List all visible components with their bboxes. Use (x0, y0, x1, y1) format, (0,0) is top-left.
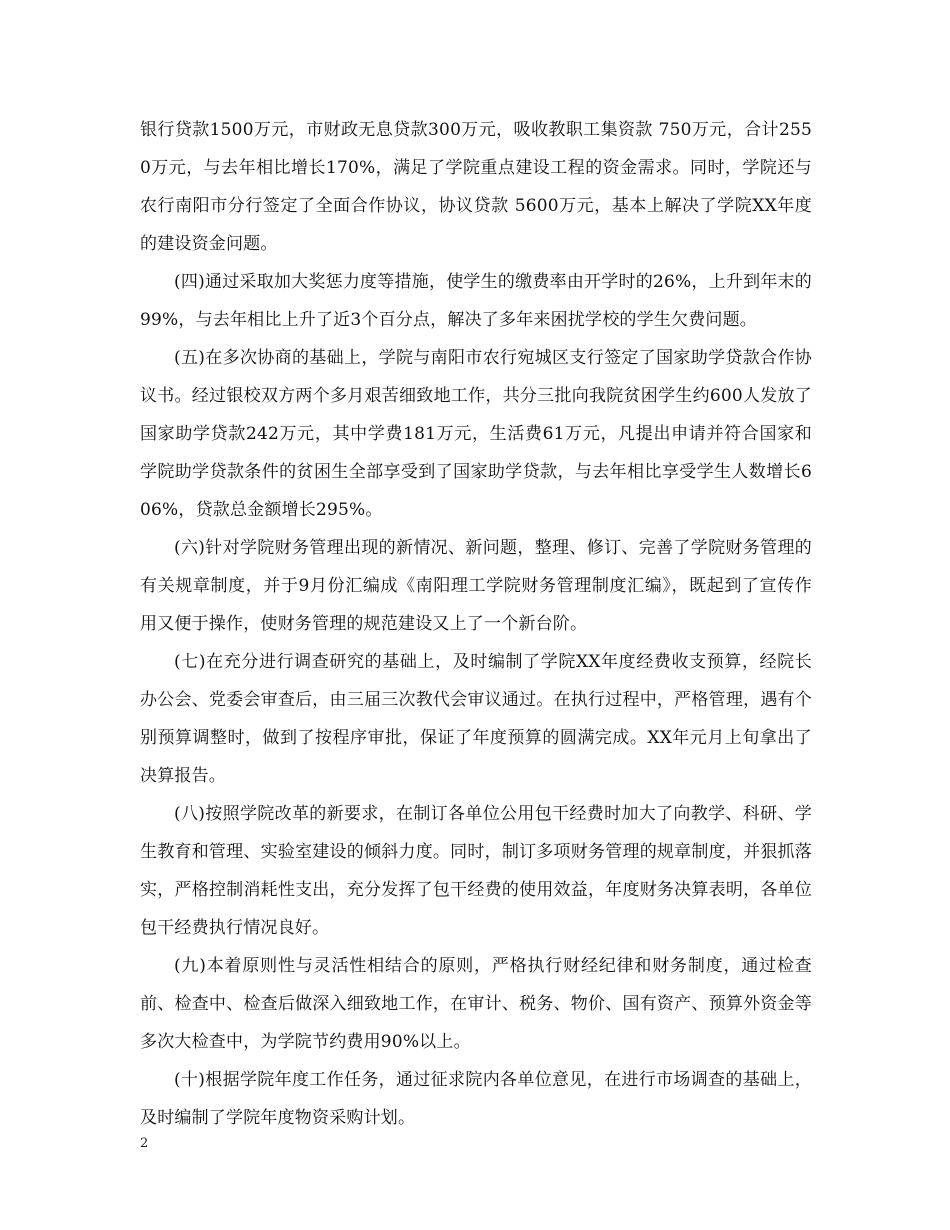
paragraph-item-7: (七)在充分进行调查研究的基础上，及时编制了学院XX年度经费收支预算，经院长办公会、党委会审查后，由三届三次教代会审议通过。在执行过程中，严格管理，遇有个别预算调整时，做到了按程序审批，保证了年度预算的圆满完成。XX年元月上旬拿出了决算报告。 (140, 652, 812, 786)
paragraph-item-10: (十)根据学院年度工作任务，通过征求院内各单位意见，在进行市场调查的基础上，及时编制了学院年度物资采购计划。 (140, 1070, 812, 1128)
paragraph-item-4: (四)通过采取加大奖惩力度等措施，使学生的缴费率由开学时的26%，上升到年末的99%，与去年相比上升了近3个百分点，解决了多年来困扰学校的学生欠费问题。 (140, 272, 812, 330)
document-body (140, 111, 812, 1137)
paragraph-item-6: (六)针对学院财务管理出现的新情况、新问题，整理、修订、完善了学院财务管理的有关规章制度，并于9月份汇编成《南阳理工学院财务管理制度汇编》，既起到了宣传作用又便于操作，使财务管理的规范建设又上了一个新台阶。 (140, 538, 812, 634)
paragraph-funding: 银行贷款1500万元，市财政无息贷款300万元，吸收教职工集资款 750万元，合计2550万元，与去年相比增长170%，满足了学院重点建设工程的资金需求。同时，学院还与农行南阳市分行签定了全面合作协议，协议贷款 5600万元，基本上解决了学院XX年度的建设资金问题。 (140, 120, 812, 254)
paragraph-item-9: (九)本着原则性与灵活性相结合的原则，严格执行财经纪律和财务制度，通过检查前、检查中、检查后做深入细致地工作，在审计、税务、物价、国有资产、预算外资金等多次大检查中，为学院节约费用90%以上。 (140, 956, 812, 1052)
paragraph-item-8: (八)按照学院改革的新要求，在制订各单位公用包干经费时加大了向教学、科研、学生教育和管理、实验室建设的倾斜力度。同时，制订多项财务管理的规章制度，并狠抓落实，严格控制消耗性支出，充分发挥了包干经费的使用效益，年度财务决算表明，各单位包干经费执行情况良好。 (140, 804, 812, 938)
page-number: 2 (140, 1136, 149, 1151)
paragraph-item-5: (五)在多次协商的基础上，学院与南阳市农行宛城区支行签定了国家助学贷款合作协议书。经过银校双方两个多月艰苦细致地工作，共分三批向我院贫困学生约600人发放了国家助学贷款242万元，其中学费181万元，生活费61万元，凡提出申请并符合国家和学院助学贷款条件的贫困生全部享受到了国家助学贷款，与去年相比享受学生人数增长606%，贷款总金额增长295%。 (140, 348, 812, 520)
